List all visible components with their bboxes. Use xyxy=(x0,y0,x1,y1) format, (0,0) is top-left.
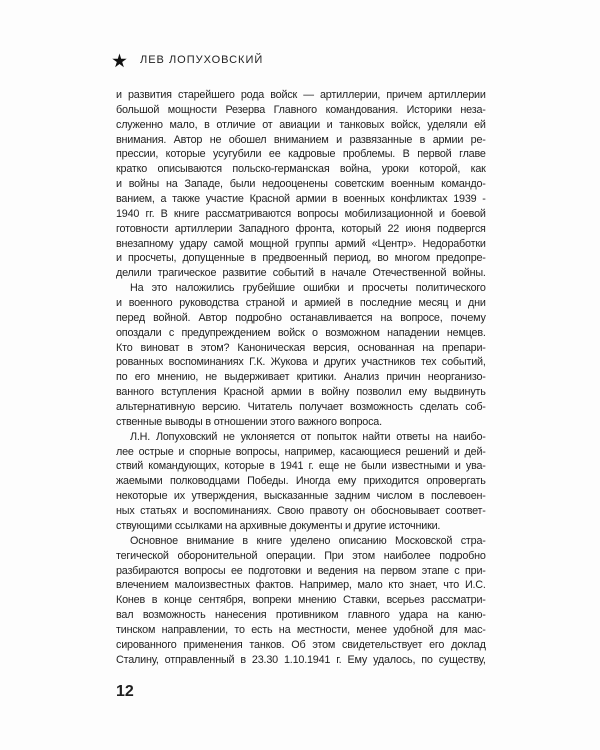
text-line: большой мощности Резерва Главного командования. Историки неза- xyxy=(116,103,486,116)
text-line: разбираются вопросы ее подготовки и ведения на первом этапе с при- xyxy=(116,564,486,577)
text-line: ствующими ссылками на архивные документы и другие источники. xyxy=(116,519,441,532)
text-line: и военного руководства страной и армией в последние месяц и дни xyxy=(116,297,486,310)
text-line: тинском направлении, то есть на местности, менее удобной для мас- xyxy=(116,623,486,636)
text-line: делили трагическое развитие событий в начале Отечественной войны. xyxy=(116,267,486,280)
paragraph xyxy=(116,88,486,281)
running-head-author: ЛЕВ ЛОПУХОВСКИЙ xyxy=(140,54,264,66)
text-line: вал возможность нанесения противником главного удара на каню- xyxy=(116,609,486,622)
running-head xyxy=(112,52,263,68)
text-line: ванного вступления Красной армии в войну позволил ему выдвинуть xyxy=(116,386,486,399)
page-number: 12 xyxy=(116,683,134,700)
text-line: альтернативную версию. Читатель получает возможность сделать соб- xyxy=(116,401,486,414)
text-line: жаемыми полководцами Победы. Иногда ему приходится опровергать xyxy=(116,475,486,488)
paragraph xyxy=(116,281,486,430)
text-line: кратко описываются польско-германская война, уроки которой, как xyxy=(116,163,486,176)
text-line: некоторые их утверждения, высказанные задним числом в послевоен- xyxy=(116,490,486,503)
text-line: сированного применения танков. Об этом свидетельствует его доклад xyxy=(116,638,486,651)
text-line: перед войной. Автор подробно останавливается на вопросе, почему xyxy=(116,311,486,324)
paragraph xyxy=(116,534,486,668)
text-line: внимания. Автор не обошел вниманием и развязанные в армии ре- xyxy=(116,133,486,146)
text-line: ственные выводы в отношении этого важного вопроса. xyxy=(116,415,382,428)
text-line: лее острые и спорные вопросы, например, касающиеся решений и дей- xyxy=(116,445,486,458)
text-line: прессии, которые усугубили ее кадровые проблемы. В первой главе xyxy=(116,148,486,161)
text-line: 1940 гг. В книге рассматриваются вопросы мобилизационной и боевой xyxy=(116,207,486,220)
text-line: Конев в конце сентября, вопреки мнению Ставки, всерьез рассматри- xyxy=(116,594,486,607)
body-text xyxy=(116,88,486,668)
text-line: Сталину, отправленный в 23.30 1.10.1941 г. Ему удалось, по существу, xyxy=(116,653,486,666)
text-line: и войны на Западе, были недооценены советским военным командо- xyxy=(116,178,486,191)
text-line: Основное внимание в книге уделено описанию Московской стра- xyxy=(130,534,486,547)
text-line: и развития старейшего рода войск — артиллерии, причем артиллерии xyxy=(116,89,486,101)
text-line: тегической оборонительной операции. При этом наиболее подробно xyxy=(116,549,486,562)
text-line: опоздали с предупреждением войск о возможном нападении немцев. xyxy=(116,326,486,339)
text-line: по его мнению, не выдерживает критики. Анализ причин неорганизо- xyxy=(116,371,486,384)
text-line: готовности артиллерии Западного фронта, который 22 июня подвергся xyxy=(116,222,486,235)
text-line: На это наложились грубейшие ошибки и просчеты политического xyxy=(130,282,486,295)
text-line: ствий командующих, которые в 1941 г. еще не были известными и ува- xyxy=(116,460,486,473)
text-line: ных статьях и воспоминаниях. Свою правоту он обосновывает соответ- xyxy=(116,505,486,518)
text-line: и просчеты, допущенные в предвоенный период, во многом предопре- xyxy=(116,252,486,265)
text-line: ванием, а также участие Красной армии в военных конфликтах 1939 - xyxy=(116,193,486,206)
star-icon xyxy=(112,53,127,68)
text-line: Л.Н. Лопуховский не уклоняется от попыток найти ответы на наибо- xyxy=(130,430,486,443)
paragraph xyxy=(116,430,486,534)
text-line: рованных воспоминаниях Г.К. Жукова и других участников тех событий, xyxy=(116,356,486,369)
text-line: влечением малоизвестных фактов. Например, мало кто знает, что И.С. xyxy=(116,579,486,592)
text-line: внезапному удару самой мощной группы армий «Центр». Недоработки xyxy=(116,237,486,250)
text-line: служенно мало, в отличие от авиации и танковых войск, уделяли ей xyxy=(116,118,486,131)
text-line: Кто виноват в этом? Каноническая версия, основанная на препари- xyxy=(116,341,486,354)
